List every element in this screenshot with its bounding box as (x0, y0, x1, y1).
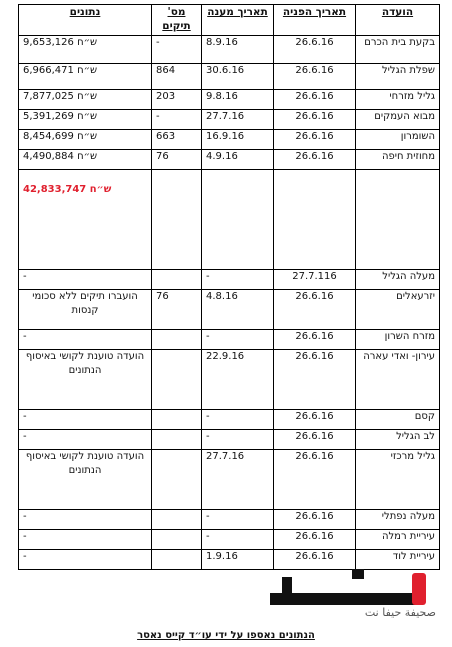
haifa-net-tagline: صحيفة حيفا نت (364, 606, 436, 619)
response-date-cell: 4.8.16 (202, 290, 274, 330)
table-row (19, 150, 440, 170)
request-date-cell: 26.6.16 (274, 90, 356, 110)
request-date-cell: 26.6.16 (274, 350, 356, 410)
committee-cell: קסם (356, 410, 440, 430)
request-date-cell: 26.6.16 (274, 450, 356, 510)
request-date-cell: 26.6.16 (274, 410, 356, 430)
table-row (19, 36, 440, 64)
request-date-cell: 26.6.16 (274, 510, 356, 530)
request-date-cell: 26.6.16 (274, 430, 356, 450)
data-cell: 7,877,025 ש״ח (19, 90, 152, 110)
request-date-cell: 26.6.16 (274, 150, 356, 170)
table-row (19, 64, 440, 90)
data-cell: 4,490,884 ש״ח (19, 150, 152, 170)
data-cell: - (19, 270, 152, 290)
request-date-cell: 26.6.16 (274, 290, 356, 330)
files-count-cell: 76 (152, 150, 202, 170)
table-row (19, 410, 440, 430)
response-date-cell: 8.9.16 (202, 36, 274, 64)
files-count-cell: 864 (152, 64, 202, 90)
data-cell: - (19, 330, 152, 350)
committee-cell: מזרח השרון (356, 330, 440, 350)
table-header-row (19, 5, 440, 36)
response-date-cell: 4.9.16 (202, 150, 274, 170)
files-count-cell (152, 430, 202, 450)
response-date-cell: 16.9.16 (202, 130, 274, 150)
committee-cell: מבוא העמקים (356, 110, 440, 130)
data-cell: 9,653,126 ש״ח (19, 36, 152, 64)
table-row (19, 430, 440, 450)
committee-cell: עיריית רמלה (356, 530, 440, 550)
table-row (19, 110, 440, 130)
files-count-cell: 76 (152, 290, 202, 330)
data-cell: - (19, 530, 152, 550)
committee-cell: יזרעאלים (356, 290, 440, 330)
header-request-date: תאריך הפניה (274, 5, 356, 36)
response-date-cell: - (202, 270, 274, 290)
files-count-cell (152, 450, 202, 510)
response-date-cell: 27.7.16 (202, 450, 274, 510)
committee-cell: עירון- ואדי עארה (356, 350, 440, 410)
data-cell: - (19, 550, 152, 570)
response-date-cell: - (202, 430, 274, 450)
table-row (19, 530, 440, 550)
files-count-cell: - (152, 110, 202, 130)
response-date-cell: - (202, 330, 274, 350)
committee-cell: גליל מרכזי (356, 450, 440, 510)
files-count-cell (152, 170, 202, 270)
table-row (19, 270, 440, 290)
table-row (19, 450, 440, 510)
response-date-cell: - (202, 530, 274, 550)
response-date-cell: - (202, 510, 274, 530)
table-body (19, 36, 440, 570)
table-row (19, 130, 440, 150)
header-files-count: מס' תיקים (152, 5, 202, 36)
response-date-cell: 1.9.16 (202, 550, 274, 570)
files-count-cell (152, 530, 202, 550)
committee-cell (356, 170, 440, 270)
committee-cell: מעלה נפתלי (356, 510, 440, 530)
request-date-cell: 26.6.16 (274, 130, 356, 150)
committees-table (18, 4, 440, 570)
data-cell: הועדה טוענת לקושי באיסוף הנתונים (19, 350, 152, 410)
files-count-cell (152, 330, 202, 350)
response-date-cell: - (202, 410, 274, 430)
data-cell: - (19, 430, 152, 450)
data-cell: - (19, 410, 152, 430)
footer-note: הנתונים נאספו על ידי עו״ד קייס נאסר (137, 630, 315, 641)
request-date-cell: 26.6.16 (274, 530, 356, 550)
data-cell: 5,391,269 ש״ח (19, 110, 152, 130)
response-date-cell: 22.9.16 (202, 350, 274, 410)
table-row (19, 330, 440, 350)
committee-cell: מחוזית חיפה (356, 150, 440, 170)
committee-cell: גליל מזרחי (356, 90, 440, 110)
committee-cell: בקעת בית הכרם (356, 36, 440, 64)
table-row (19, 90, 440, 110)
response-date-cell (202, 170, 274, 270)
data-cell: הועדה טוענת לקושי באיסוף הנתונים (19, 450, 152, 510)
header-response-date: תאריך מענה (202, 5, 274, 36)
request-date-cell: 26.6.16 (274, 36, 356, 64)
request-date-cell: 26.6.16 (274, 110, 356, 130)
files-count-cell (152, 350, 202, 410)
files-count-cell (152, 550, 202, 570)
committee-cell: לב הגליל (356, 430, 440, 450)
data-cell: 6,966,471 ש״ח (19, 64, 152, 90)
request-date-cell (274, 170, 356, 270)
table-row (19, 170, 440, 270)
files-count-cell: 203 (152, 90, 202, 110)
request-date-cell: 26.6.16 (274, 550, 356, 570)
committee-cell: מעלה הגליל (356, 270, 440, 290)
files-count-cell: 663 (152, 130, 202, 150)
table-row (19, 510, 440, 530)
data-cell: 42,833,747 ש״ח (19, 170, 152, 270)
files-count-cell: - (152, 36, 202, 64)
files-count-cell (152, 270, 202, 290)
files-count-cell (152, 510, 202, 530)
committee-cell: השומרון (356, 130, 440, 150)
request-date-cell: 26.6.16 (274, 330, 356, 350)
data-cell: 8,454,699 ש״ח (19, 130, 152, 150)
table-row (19, 290, 440, 330)
response-date-cell: 30.6.16 (202, 64, 274, 90)
header-committee: הועדה (356, 5, 440, 36)
request-date-cell: 27.7.116 (274, 270, 356, 290)
response-date-cell: 9.8.16 (202, 90, 274, 110)
committee-cell: עיריית לוד (356, 550, 440, 570)
files-count-cell (152, 410, 202, 430)
request-date-cell: 26.6.16 (274, 64, 356, 90)
header-data: נתונים (19, 5, 152, 36)
data-cell: הועברו תיקים ללא סכומי קנסות (19, 290, 152, 330)
table-row (19, 350, 440, 410)
data-cell: - (19, 510, 152, 530)
response-date-cell: 27.7.16 (202, 110, 274, 130)
committee-cell: שפלת הגליל (356, 64, 440, 90)
